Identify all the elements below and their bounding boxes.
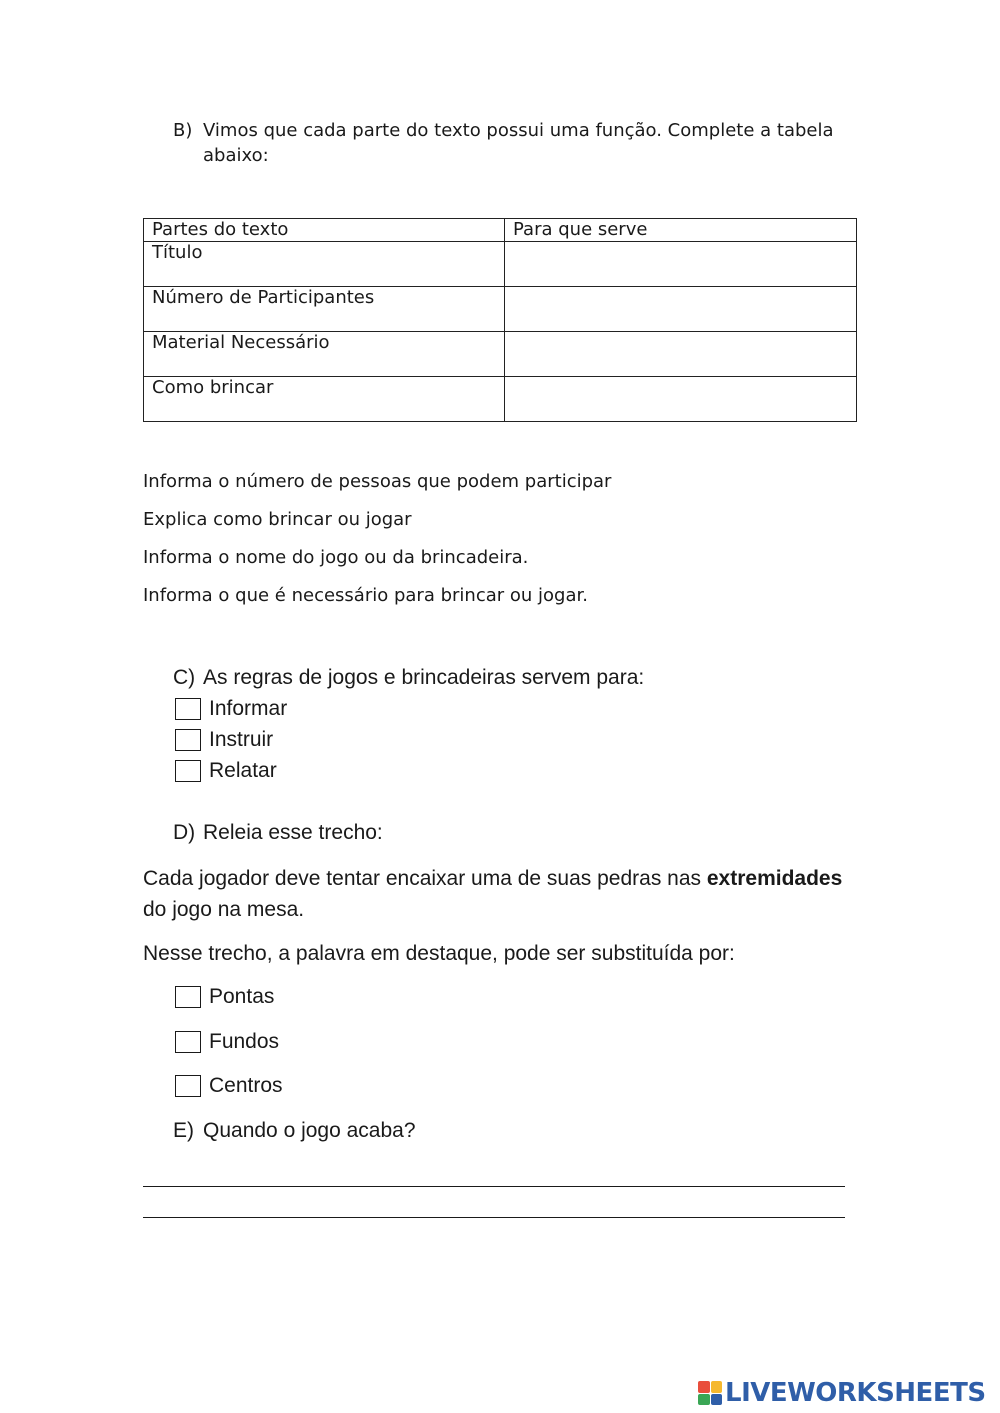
checkbox[interactable] [175,729,201,751]
brand-icon-square [698,1394,710,1406]
question-b [173,118,863,168]
choice-label: Fundos [209,1030,280,1053]
excerpt-highlight: extremidades [706,867,843,890]
brand-name: LIVEWORKSHEETS [725,1378,986,1408]
choice-label: Relatar [209,759,277,782]
answer-line[interactable] [143,1186,845,1187]
excerpt-before: Cada jogador deve tentar encaixar uma de suas pedras nas [143,867,707,890]
table-cell-part: Material Necessário [144,332,505,377]
choice-label: Instruir [209,728,274,751]
question-d [173,821,383,845]
checkbox[interactable] [175,1075,201,1097]
excerpt-after: do jogo na mesa. [143,898,305,921]
question-b-text: Vimos que cada parte do texto possui uma função. Complete a tabela abaixo: [203,120,834,166]
checkbox[interactable] [175,1031,201,1053]
brand-icon-square [711,1381,723,1393]
excerpt [143,863,863,925]
choice-relatar[interactable] [175,759,277,783]
table-answer-cell[interactable] [505,377,857,422]
question-c-letter: C) [173,666,196,689]
table-row [144,287,857,332]
checkbox[interactable] [175,760,201,782]
question-e [173,1119,416,1143]
question-c [173,666,644,690]
choice-label: Informar [209,697,288,720]
option-item[interactable]: Informa o número de pessoas que podem participar [143,471,612,492]
question-c-text: As regras de jogos e brincadeiras servem para: [203,666,645,689]
table-row [144,242,857,287]
option-item[interactable]: Informa o nome do jogo ou da brincadeira. [143,547,529,568]
question-e-text: Quando o jogo acaba? [203,1119,416,1142]
choice-informar[interactable] [175,697,287,721]
choice-fundos[interactable] [175,1030,279,1054]
table-row [144,332,857,377]
question-e-letter: E) [173,1119,194,1142]
answer-line[interactable] [143,1217,845,1218]
table-row [144,377,857,422]
table-answer-cell[interactable] [505,332,857,377]
checkbox[interactable] [175,698,201,720]
parts-table [143,218,857,422]
choice-label: Centros [209,1074,283,1097]
question-d-prompt: Nesse trecho, a palavra em destaque, pode ser substituída por: [143,942,735,965]
table-answer-cell[interactable] [505,242,857,287]
table-answer-cell[interactable] [505,287,857,332]
table-cell-part: Número de Participantes [144,287,505,332]
choice-instruir[interactable] [175,728,273,752]
brand-icon-square [698,1381,710,1393]
question-b-letter: B) [173,120,193,141]
table-header-purpose: Para que serve [505,219,857,242]
question-d-text: Releia esse trecho: [203,821,383,844]
liveworksheets-logo [698,1378,986,1408]
table-cell-part: Título [144,242,505,287]
brand-icon [698,1381,722,1405]
option-item[interactable]: Explica como brincar ou jogar [143,509,412,530]
checkbox[interactable] [175,986,201,1008]
table-header-parts: Partes do texto [144,219,505,242]
table-cell-part: Como brincar [144,377,505,422]
choice-pontas[interactable] [175,985,274,1009]
question-d-letter: D) [173,821,196,844]
brand-icon-square [711,1394,723,1406]
choice-label: Pontas [209,985,275,1008]
answer-options [143,468,611,620]
option-item[interactable]: Informa o que é necessário para brincar ou jogar. [143,585,588,606]
choice-centros[interactable] [175,1074,283,1098]
table-header-row [144,219,857,242]
